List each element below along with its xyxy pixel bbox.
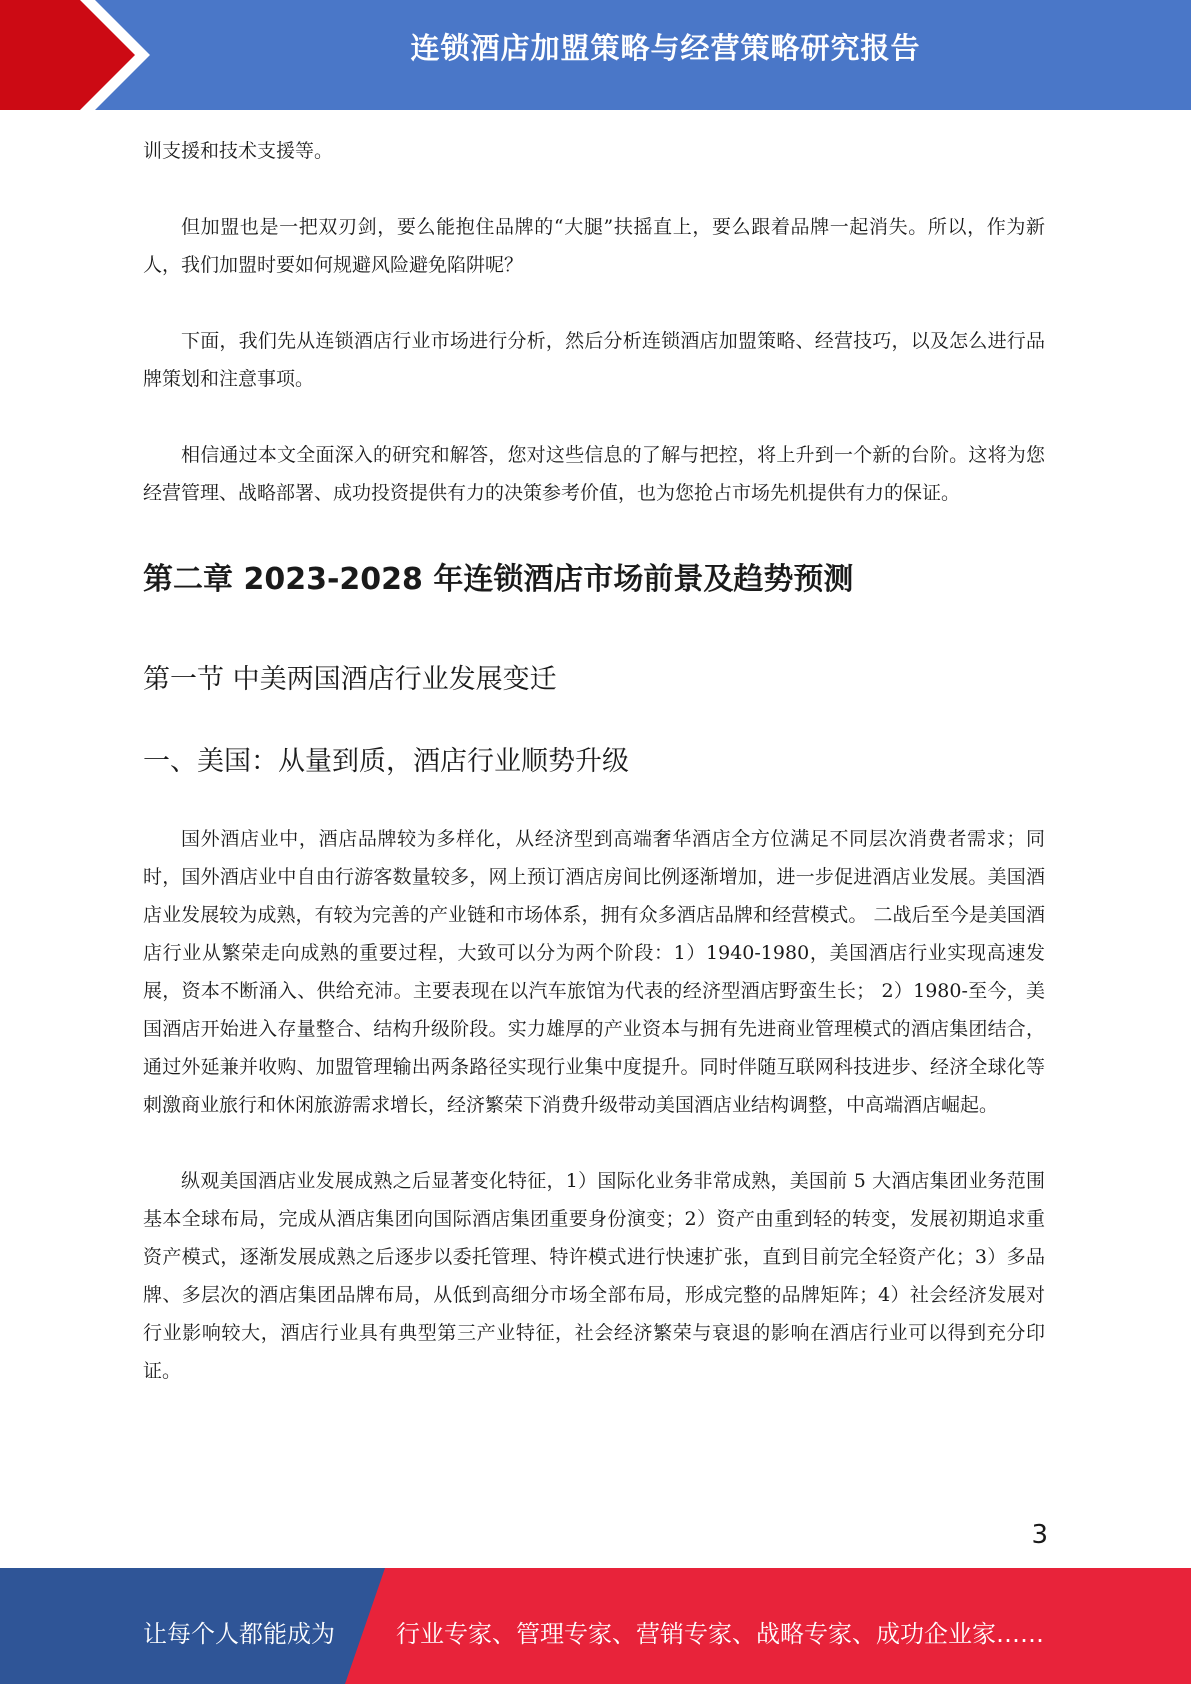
footer-slogan-right: 行业专家、管理专家、营销专家、战略专家、成功企业家…… — [396, 1620, 1044, 1648]
page-content — [143, 132, 1045, 1390]
page-number: 3 — [1031, 1520, 1048, 1550]
paragraph: 相信通过本文全面深入的研究和解答，您对这些信息的了解与把控，将上升到一个新的台阶。这将为您经营管理、战略部署、成功投资提供有力的决策参考价值，也为您抢占市场先机提供有力的保证。 — [143, 444, 1045, 504]
subsection-heading: 一、美国：从量到质，酒店行业顺势升级 — [143, 746, 629, 777]
paragraph: 国外酒店业中，酒店品牌较为多样化，从经济型到高端奢华酒店全方位满足不同层次消费者需求；同时，国外酒店业中自由行游客数量较多，网上预订酒店房间比例逐渐增加，进一步促进酒店业发展。美国酒店业发展较为成熟，有较为完善的产业链和市场体系，拥有众多酒店品牌和经营模式。 二战后至今是美国酒店行业从繁荣走向成熟的重要过程，大致可以分为两个阶段：1）1940-1980，美国酒店行业实现高速发展，资本不断涌入、供给充沛。主要表现在以汽车旅馆为代表的经济型酒店野蛮生长； 2）1980-至今，美国酒店开始进入存量整合、结构升级阶段。实力雄厚的产业资本与拥有先进商业管理模式的酒店集团结合，通过外延兼并收购、加盟管理输出两条路径实现行业集中度提升。同时伴随互联网科技进步、经济全球化等刺激商业旅行和休闲旅游需求增长，经济繁荣下消费升级带动美国酒店业结构调整，中高端酒店崛起。 — [143, 828, 1045, 1116]
paragraph: 下面，我们先从连锁酒店行业市场进行分析，然后分析连锁酒店加盟策略、经营技巧，以及怎么进行品牌策划和注意事项。 — [143, 330, 1045, 390]
paragraph: 纵观美国酒店业发展成熟之后显著变化特征，1）国际化业务非常成熟，美国前 5 大酒店集团业务范围基本全球布局，完成从酒店集团向国际酒店集团重要身份演变；2）资产由重到轻的转变，发展初期追求重资产模式，逐渐发展成熟之后逐步以委托管理、特许模式进行快速扩张，直到目前完全轻资产化；3）多品牌、多层次的酒店集团品牌布局，从低到高细分市场全部布局，形成完整的品牌矩阵；4）社会经济发展对行业影响较大，酒店行业具有典型第三产业特征，社会经济繁荣与衰退的影响在酒店行业可以得到充分印证。 — [143, 1170, 1045, 1382]
footer-band — [0, 1568, 1191, 1684]
report-title: 连锁酒店加盟策略与经营策略研究报告 — [410, 31, 921, 65]
footer-slogan-left: 让每个人都能成为 — [143, 1620, 335, 1648]
red-arrow-decoration — [0, 0, 150, 110]
chapter-heading: 第二章 2023-2028 年连锁酒店市场前景及趋势预测 — [143, 562, 854, 597]
paragraph-continued: 训支援和技术支援等。 — [143, 140, 334, 162]
section-heading: 第一节 中美两国酒店行业发展变迁 — [143, 664, 557, 695]
header-band — [0, 0, 1191, 110]
paragraph: 但加盟也是一把双刃剑，要么能抱住品牌的“大腿”扶摇直上，要么跟着品牌一起消失。所以，作为新人，我们加盟时要如何规避风险避免陷阱呢？ — [143, 216, 1045, 276]
